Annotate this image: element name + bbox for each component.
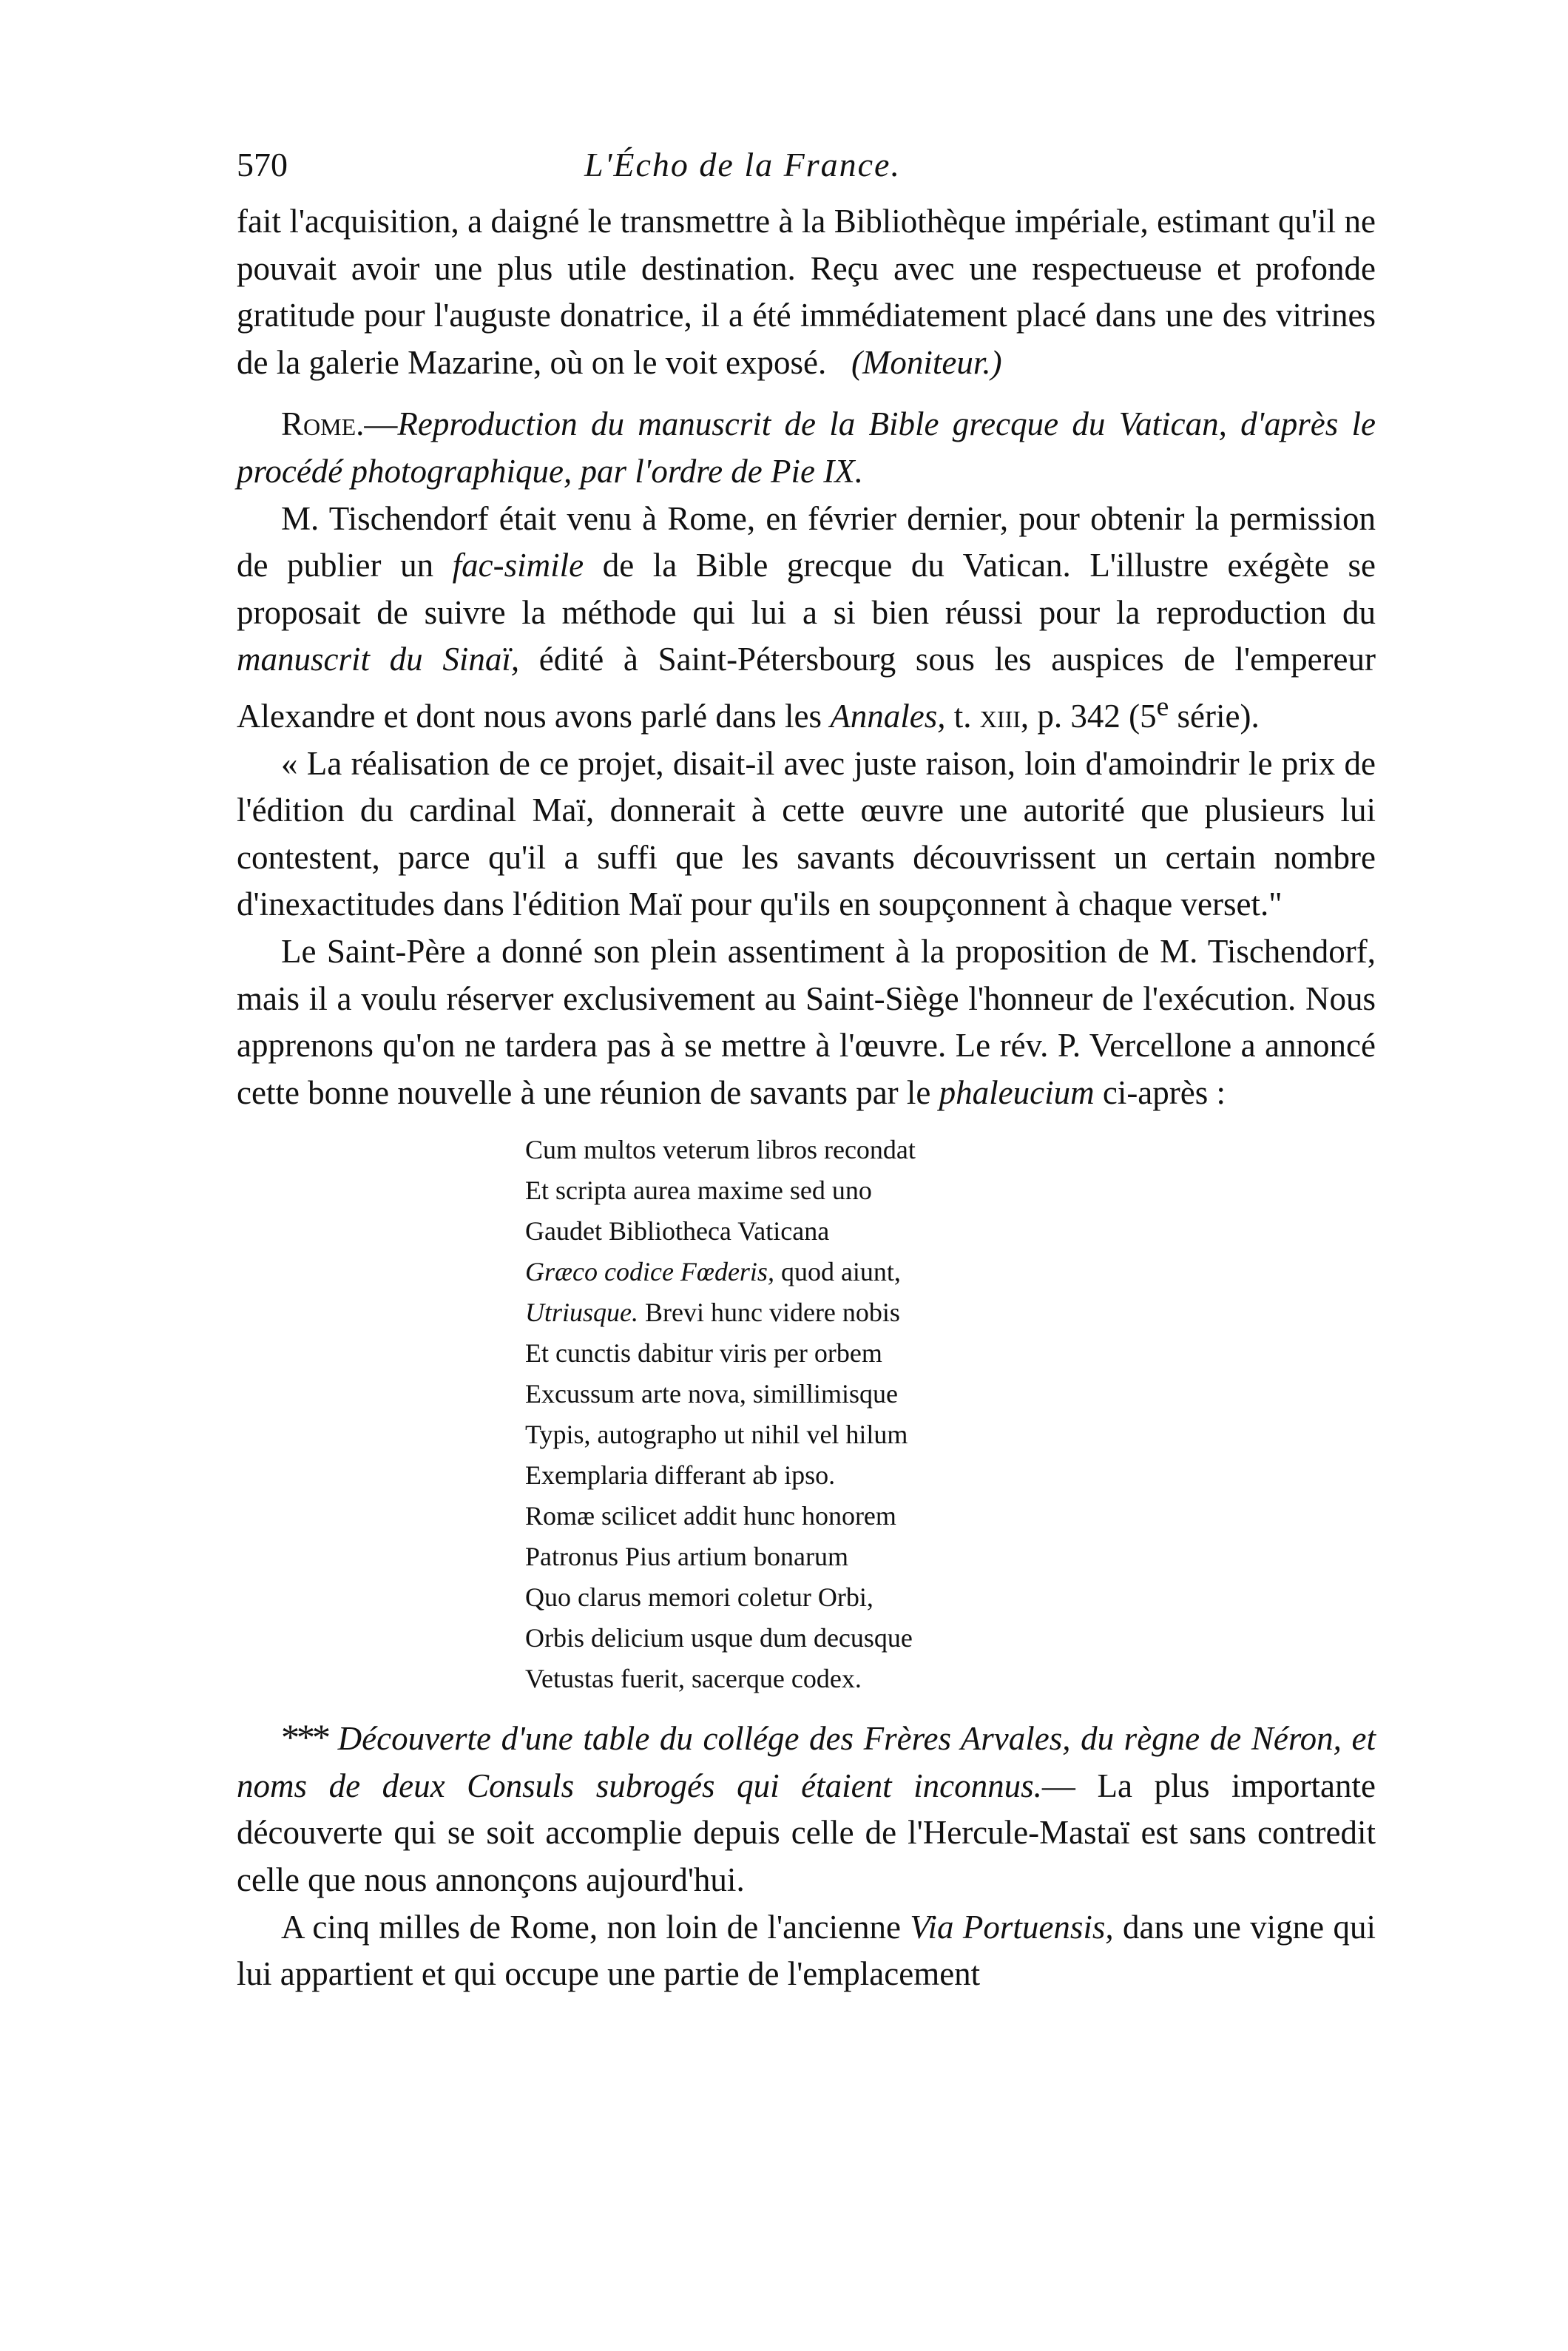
source-citation: (Moniteur.) [851,343,1002,381]
poem-line: Excussum arte nova, simillimisque [525,1379,898,1409]
page-number: 570 [237,146,288,183]
poem-line: Typis, autographo ut nihil vel hilum [525,1420,908,1450]
italic-run: phaleucium [939,1073,1095,1111]
running-title: L'Écho de la France. [584,146,901,183]
poem-line [525,1292,1376,1333]
text-run: Brevi hunc videre nobis [638,1298,900,1328]
text-run: t. [953,697,972,735]
heading-title: Découverte d'une table du collége des Frères Arvales, du règne de Néron, et noms de deux Consuls subrogés qui étaient inconnus. [237,1720,1376,1804]
italic-run: fac-simile [452,547,584,584]
rome-heading [237,401,1376,495]
section-label: Rome. [281,405,365,443]
poem-line: Orbis delicium usque dum decusque [525,1623,913,1653]
page-header [237,145,1376,198]
text-run: quod aiunt, [774,1257,901,1287]
italic-run: Annales, [830,697,946,735]
page [237,145,1376,1998]
italic-run: manuscrit du Sinaï, [237,641,520,678]
poem-line: Cum multos veterum libros recondat [525,1135,916,1165]
italic-run: Utriusque. [525,1298,638,1328]
volume-number: xiii [979,697,1021,735]
poem-line: Quo clarus memori coletur Orbi, [525,1582,873,1613]
poem-line: Et cunctis dabitur viris per orbem [525,1338,882,1369]
text-run: A cinq milles de Rome, non loin de l'ancienne [281,1908,902,1946]
text-run: Le Saint-Père a donné son plein assentiment à la proposition de M. Tischendorf, mais il a voulu réserver exclusivement au Saint-Siège l'honneur de l'exécution. Nous apprenons qu'on ne tardera pas à se mettre à l'œuvre. Le rév. P. Vercellone a annoncé cette bonne nouvelle à une réunion de savants par le [237,932,1376,1111]
text-run: M. Tischendorf était venu à Rome, en février dernier, pour obtenir la permission de publier un [237,499,1376,584]
text-run: , p. 342 (5 [1020,697,1157,735]
text-run: série). [1169,697,1260,735]
asterism-mark: *** [281,1716,328,1758]
italic-run: Græco codice Fœderis, [525,1257,774,1287]
italic-run: Via Portuensis, [910,1908,1114,1946]
quote-text: « La réalisation de ce projet, disait-il avec juste raison, loin d'amoindrir le prix de l'édition du cardinal Maï, donnerait à cette œuvre une autorité que plusieurs lui contestent, parce qu'il a suffi que les savants découvrissent un certain nombre d'inexactitudes dans l'édition Maï pour qu'ils en soupçonnent à chaque verset." [237,744,1376,923]
paragraph-acquisition [237,198,1376,386]
text-run: ci-après : [1102,1073,1226,1111]
poem-line: Romæ scilicet addit hunc honorem [525,1501,896,1531]
latin-poem [525,1130,1376,1699]
paragraph-tischendorf [237,496,1376,741]
paragraph-text: fait l'acquisition, a daigné le transmettre à la Bibliothèque impériale, estimant qu'il ne pouvait avoir une plus utile destination. Reçu avec une respectueuse et profonde gratitude pour l'auguste donatrice, il a été immédiatement placé dans une des vitrines de la galerie Mazarine, où on le voit exposé. [237,203,1376,381]
paragraph-quote [237,741,1376,928]
poem-line: Patronus Pius artium bonarum [525,1542,848,1572]
text-run: édité à Saint-Pétersbourg sous les auspices de l'empereur Alexandre et dont nous avons parlé dans les [237,641,1376,735]
superscript: e [1156,691,1169,722]
text-run: dans une vigne qui lui appartient et qui occupe une partie de l'emplacement [237,1908,1376,1993]
poem-line: Vetustas fuerit, sacerque codex. [525,1664,862,1694]
paragraph-saint-pere [237,928,1376,1116]
heading-title: Reproduction du manuscrit de la Bible grecque du Vatican, d'après le procédé photographique, par l'ordre de Pie IX. [237,405,1376,490]
paragraph-text: La plus importante découverte qui se soit accomplie depuis celle de l'Hercule-Mastaï est sans contredit celle que nous annonçons aujourd'hui. [237,1767,1376,1899]
poem-line: Gaudet Bibliotheca Vaticana [525,1216,830,1247]
poem-line [525,1252,1376,1292]
poem-line: Exemplaria differant ab ipso. [525,1460,836,1491]
heading-dash: — [1041,1767,1075,1804]
paragraph-decouverte [237,1714,1376,1903]
body-text [237,198,1376,1998]
text-run: de la Bible grecque du Vatican. L'illustre exégète se proposait de suivre la méthode qui lui a si bien réussi pour la reproduction du [237,547,1376,631]
paragraph-vigne [237,1904,1376,1998]
heading-dash: — [364,405,398,443]
poem-line: Et scripta aurea maxime sed uno [525,1176,872,1206]
